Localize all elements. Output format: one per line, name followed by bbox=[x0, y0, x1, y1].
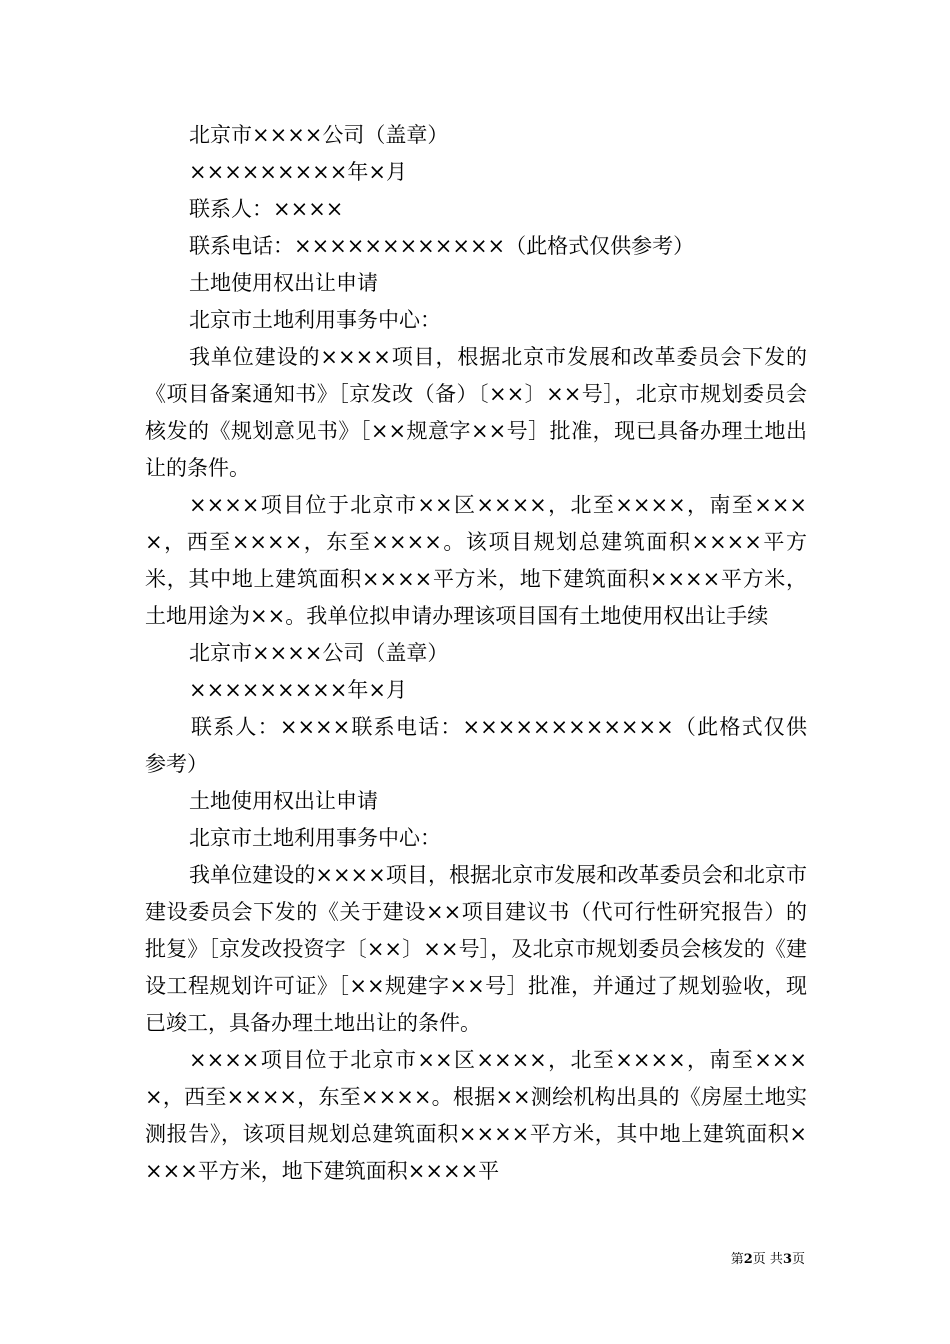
date-line: ×××××××××年×月 bbox=[189, 678, 407, 702]
date-line: ×××××××××年×月 bbox=[189, 160, 407, 184]
contact-person-line: 联系人：×××× bbox=[189, 197, 344, 221]
body-paragraph: ××××项目位于北京市××区××××，北至××××，南至××××，西至××××，东至××××。根据××测绘机构出具的《房屋土地实测报告》，该项目规划总建筑面积××××平方米，其中地上建筑面积××××平方米，地下建筑面积××××平 bbox=[145, 1048, 807, 1183]
application-title: 土地使用权出让申请 bbox=[189, 789, 378, 813]
body-paragraph: ××××项目位于北京市××区××××，北至××××，南至××××，西至××××，东至××××。该项目规划总建筑面积××××平方米，其中地上建筑面积××××平方米，地下建筑面积××××平方米，土地用途为××。我单位拟申请办理该项目国有土地使用权出让手续 bbox=[145, 493, 807, 628]
recipient-line: 北京市土地利用事务中心： bbox=[189, 826, 441, 850]
contact-phone-line: 联系电话：××××××××××××（此格式仅供参考） bbox=[189, 234, 695, 258]
current-page-number: 2 bbox=[743, 1252, 753, 1267]
company-seal-line: 北京市××××公司（盖章） bbox=[189, 123, 449, 147]
body-paragraph: 我单位建设的××××项目，根据北京市发展和改革委员会下发的《项目备案通知书》［京发改（备）〔××〕××号］，北京市规划委员会核发的《规划意见书》［××规意字××号］批准，现已具备办理土地出让的条件。 bbox=[145, 345, 807, 480]
recipient-line: 北京市土地利用事务中心： bbox=[189, 308, 441, 332]
total-page-number: 3 bbox=[782, 1252, 792, 1267]
footer-prefix: 第 bbox=[730, 1252, 744, 1267]
contact-combined-line: 联系人：××××联系电话：××××××××××××（此格式仅供参考） bbox=[145, 715, 807, 776]
footer-middle: 页 共 bbox=[752, 1252, 783, 1267]
footer-suffix: 页 bbox=[791, 1252, 805, 1267]
page-number-footer bbox=[731, 1251, 805, 1269]
body-paragraph: 我单位建设的××××项目，根据北京市发展和改革委员会和北京市建设委员会下发的《关于建设××项目建议书（代可行性研究报告）的批复》［京发改投资字〔××〕××号］，及北京市规划委员会核发的《建设工程规划许可证》［××规建字××号］批准，并通过了规划验收，现已竣工，具备办理土地出让的条件。 bbox=[145, 863, 807, 1035]
application-title: 土地使用权出让申请 bbox=[189, 271, 378, 295]
company-seal-line: 北京市××××公司（盖章） bbox=[189, 641, 449, 665]
document-body bbox=[145, 117, 807, 1190]
